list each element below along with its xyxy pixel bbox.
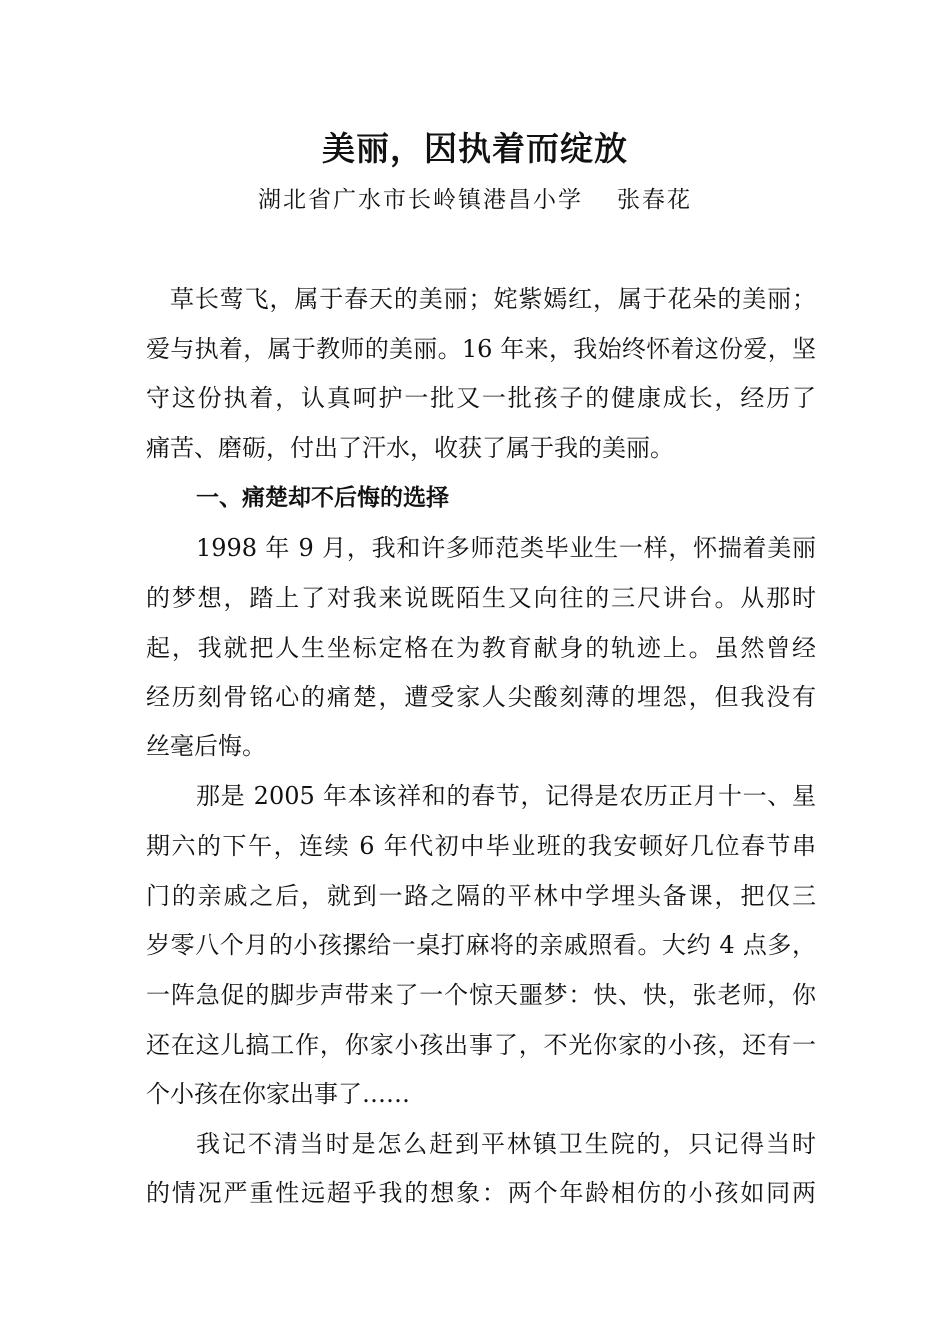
paragraph-4-line-1: 我记不清当时是怎么赶到平林镇卫生院的，只记得当时 (196, 1130, 816, 1158)
paragraph-3-line-5: 一阵急促的脚步声带来了一个惊天噩梦：快、快，张老师，你 (146, 981, 816, 1009)
paragraph-3-line-6: 还在这儿搞工作，你家小孩出事了，不光你家的小孩，还有一 (146, 1031, 816, 1059)
paragraph-1-line-3: 守这份执着，认真呵护一批又一批孩子的健康成长，经历了 (146, 384, 816, 412)
paragraph-1-line-4: 痛苦、磨砺，付出了汗水，收获了属于我的美丽。 (146, 434, 674, 462)
paragraph-3-line-2: 期六的下午，连续 6 年代初中毕业班的我安顿好几位春节串 (146, 832, 816, 860)
byline-author: 张春花 (617, 187, 692, 213)
paragraph-2-line-4: 经历刻骨铭心的痛楚，遭受家人尖酸刻薄的埋怨，但我没有 (146, 683, 816, 711)
paragraph-2-line-2: 的梦想，踏上了对我来说既陌生又向往的三尺讲台。从那时 (146, 584, 816, 612)
paragraph-2-line-3: 起，我就把人生坐标定格在为教育献身的轨迹上。虽然曾经 (146, 634, 816, 662)
section-heading-1: 一、痛楚却不后悔的选择 (196, 485, 449, 511)
page-title: 美丽，因执着而绽放 (322, 129, 628, 168)
paragraph-3-line-3: 门的亲戚之后，就到一路之隔的平林中学埋头备课，把仅三 (146, 882, 816, 910)
paragraph-3-line-7: 个小孩在你家出事了…… (146, 1080, 410, 1108)
paragraph-1-line-2: 爱与执着，属于教师的美丽。16 年来，我始终怀着这份爱，坚 (146, 335, 816, 363)
paragraph-1-line-1: 草长莺飞，属于春天的美丽；姹紫嫣红，属于花朵的美丽； (170, 285, 816, 313)
paragraph-3-line-1: 那是 2005 年本该祥和的春节，记得是农历正月十一、星 (196, 782, 816, 810)
paragraph-3-line-4: 岁零八个月的小孩摞给一桌打麻将的亲戚照看。大约 4 点多， (146, 931, 816, 959)
paragraph-2-line-5: 丝毫后悔。 (146, 732, 266, 760)
byline (0, 180, 950, 220)
byline-school: 湖北省广水市长岭镇港昌小学 (258, 187, 583, 213)
paragraph-4-line-2: 的情况严重性远超乎我的想象：两个年龄相仿的小孩如同两 (146, 1179, 816, 1207)
paragraph-2-line-1: 1998 年 9 月，我和许多师范类毕业生一样，怀揣着美丽 (196, 534, 816, 562)
